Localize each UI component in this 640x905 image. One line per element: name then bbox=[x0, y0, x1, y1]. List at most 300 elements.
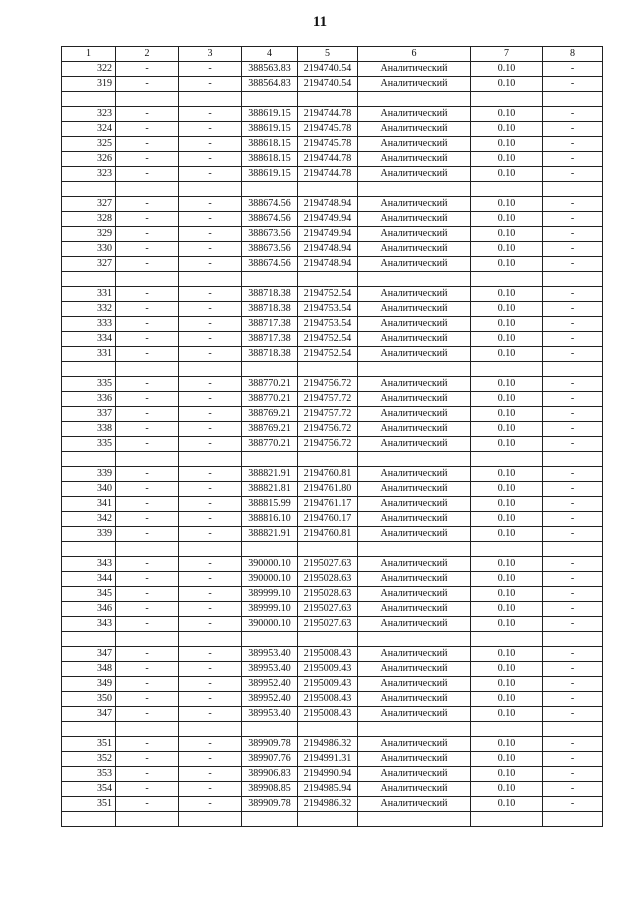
empty-cell bbox=[471, 452, 543, 467]
table-row bbox=[62, 617, 603, 632]
table-cell-col-4: 388619.15 bbox=[242, 167, 298, 182]
table-cell-col-2: - bbox=[116, 467, 179, 482]
empty-cell bbox=[358, 632, 471, 647]
table-cell-col-7: 0.10 bbox=[471, 467, 543, 482]
table-cell-col-6: Аналитический bbox=[358, 392, 471, 407]
table-cell-col-2: - bbox=[116, 527, 179, 542]
table-cell-col-7: 0.10 bbox=[471, 647, 543, 662]
empty-cell bbox=[298, 362, 358, 377]
empty-cell bbox=[116, 272, 179, 287]
table-cell-col-8: - bbox=[543, 512, 603, 527]
table-cell-col-8: - bbox=[543, 212, 603, 227]
table-cell-col-3: - bbox=[179, 707, 242, 722]
table-cell-col-5: 2195027.63 bbox=[298, 602, 358, 617]
table-cell-col-7: 0.10 bbox=[471, 317, 543, 332]
empty-cell bbox=[543, 812, 603, 827]
table-cell-col-1: 329 bbox=[62, 227, 116, 242]
table-cell-col-1: 351 bbox=[62, 737, 116, 752]
table-cell-col-5: 2194752.54 bbox=[298, 332, 358, 347]
table-cell-col-4: 388618.15 bbox=[242, 137, 298, 152]
table-cell-col-3: - bbox=[179, 257, 242, 272]
column-header: 4 bbox=[242, 47, 298, 62]
table-cell-col-5: 2194752.54 bbox=[298, 347, 358, 362]
table-cell-col-5: 2194744.78 bbox=[298, 107, 358, 122]
empty-cell bbox=[116, 92, 179, 107]
table-cell-col-4: 389907.76 bbox=[242, 752, 298, 767]
empty-cell bbox=[62, 452, 116, 467]
table-cell-col-6: Аналитический bbox=[358, 662, 471, 677]
empty-cell bbox=[471, 722, 543, 737]
table-cell-col-8: - bbox=[543, 257, 603, 272]
table-cell-col-4: 388769.21 bbox=[242, 407, 298, 422]
coordinates-table bbox=[61, 46, 603, 827]
table-cell-col-3: - bbox=[179, 302, 242, 317]
table-cell-col-1: 347 bbox=[62, 707, 116, 722]
table-cell-col-4: 388618.15 bbox=[242, 152, 298, 167]
table-cell-col-1: 353 bbox=[62, 767, 116, 782]
table-cell-col-3: - bbox=[179, 377, 242, 392]
table-cell-col-4: 388564.83 bbox=[242, 77, 298, 92]
table-cell-col-3: - bbox=[179, 482, 242, 497]
table-cell-col-6: Аналитический bbox=[358, 482, 471, 497]
table-cell-col-5: 2194748.94 bbox=[298, 242, 358, 257]
table-cell-col-5: 2195028.63 bbox=[298, 572, 358, 587]
table-cell-col-3: - bbox=[179, 767, 242, 782]
table-cell-col-2: - bbox=[116, 332, 179, 347]
column-header: 2 bbox=[116, 47, 179, 62]
table-cell-col-8: - bbox=[543, 707, 603, 722]
separator-row bbox=[62, 542, 603, 557]
table-cell-col-6: Аналитический bbox=[358, 752, 471, 767]
table-cell-col-8: - bbox=[543, 437, 603, 452]
empty-cell bbox=[471, 632, 543, 647]
table-cell-col-5: 2194761.80 bbox=[298, 482, 358, 497]
empty-cell bbox=[116, 812, 179, 827]
empty-cell bbox=[62, 722, 116, 737]
table-cell-col-6: Аналитический bbox=[358, 797, 471, 812]
table-cell-col-4: 389952.40 bbox=[242, 692, 298, 707]
table-cell-col-7: 0.10 bbox=[471, 617, 543, 632]
empty-cell bbox=[179, 632, 242, 647]
table-cell-col-3: - bbox=[179, 242, 242, 257]
table-row bbox=[62, 332, 603, 347]
empty-cell bbox=[358, 92, 471, 107]
table-row bbox=[62, 797, 603, 812]
table-cell-col-5: 2195008.43 bbox=[298, 692, 358, 707]
table-cell-col-1: 351 bbox=[62, 797, 116, 812]
table-row bbox=[62, 167, 603, 182]
table-cell-col-5: 2194760.81 bbox=[298, 527, 358, 542]
table-cell-col-7: 0.10 bbox=[471, 377, 543, 392]
table-cell-col-8: - bbox=[543, 497, 603, 512]
table-cell-col-7: 0.10 bbox=[471, 572, 543, 587]
table-cell-col-3: - bbox=[179, 527, 242, 542]
table-cell-col-4: 388619.15 bbox=[242, 107, 298, 122]
table-cell-col-3: - bbox=[179, 287, 242, 302]
table-cell-col-2: - bbox=[116, 257, 179, 272]
empty-cell bbox=[298, 182, 358, 197]
table-cell-col-3: - bbox=[179, 602, 242, 617]
table-cell-col-6: Аналитический bbox=[358, 527, 471, 542]
table-cell-col-2: - bbox=[116, 662, 179, 677]
table-cell-col-1: 326 bbox=[62, 152, 116, 167]
table-cell-col-6: Аналитический bbox=[358, 227, 471, 242]
table-cell-col-3: - bbox=[179, 392, 242, 407]
table-cell-col-7: 0.10 bbox=[471, 662, 543, 677]
table-cell-col-1: 338 bbox=[62, 422, 116, 437]
table-cell-col-6: Аналитический bbox=[358, 407, 471, 422]
table-cell-col-8: - bbox=[543, 227, 603, 242]
table-cell-col-8: - bbox=[543, 527, 603, 542]
table-cell-col-4: 388674.56 bbox=[242, 197, 298, 212]
separator-row bbox=[62, 272, 603, 287]
table-cell-col-6: Аналитический bbox=[358, 137, 471, 152]
table-cell-col-1: 352 bbox=[62, 752, 116, 767]
table-cell-col-3: - bbox=[179, 317, 242, 332]
table-cell-col-7: 0.10 bbox=[471, 137, 543, 152]
table-cell-col-5: 2194745.78 bbox=[298, 137, 358, 152]
empty-cell bbox=[179, 452, 242, 467]
table-cell-col-1: 330 bbox=[62, 242, 116, 257]
empty-cell bbox=[179, 542, 242, 557]
table-cell-col-7: 0.10 bbox=[471, 437, 543, 452]
table-cell-col-4: 388770.21 bbox=[242, 377, 298, 392]
table-row bbox=[62, 62, 603, 77]
table-cell-col-5: 2194748.94 bbox=[298, 257, 358, 272]
table-cell-col-1: 332 bbox=[62, 302, 116, 317]
table-row bbox=[62, 317, 603, 332]
table-cell-col-4: 388619.15 bbox=[242, 122, 298, 137]
table-cell-col-6: Аналитический bbox=[358, 152, 471, 167]
table-cell-col-7: 0.10 bbox=[471, 557, 543, 572]
table-cell-col-4: 388769.21 bbox=[242, 422, 298, 437]
empty-cell bbox=[471, 812, 543, 827]
table-cell-col-7: 0.10 bbox=[471, 152, 543, 167]
table-row bbox=[62, 467, 603, 482]
empty-cell bbox=[358, 272, 471, 287]
table-cell-col-3: - bbox=[179, 227, 242, 242]
table-cell-col-3: - bbox=[179, 617, 242, 632]
table-cell-col-4: 389909.78 bbox=[242, 737, 298, 752]
table-cell-col-1: 354 bbox=[62, 782, 116, 797]
table-cell-col-6: Аналитический bbox=[358, 257, 471, 272]
table-cell-col-2: - bbox=[116, 347, 179, 362]
table-cell-col-6: Аналитический bbox=[358, 167, 471, 182]
table-cell-col-5: 2194757.72 bbox=[298, 392, 358, 407]
table-cell-col-8: - bbox=[543, 317, 603, 332]
table-cell-col-1: 345 bbox=[62, 587, 116, 602]
table-cell-col-3: - bbox=[179, 137, 242, 152]
table-cell-col-4: 389953.40 bbox=[242, 662, 298, 677]
table-cell-col-8: - bbox=[543, 167, 603, 182]
table-cell-col-8: - bbox=[543, 62, 603, 77]
table-cell-col-2: - bbox=[116, 242, 179, 257]
table-row bbox=[62, 302, 603, 317]
table-cell-col-2: - bbox=[116, 407, 179, 422]
table-cell-col-1: 319 bbox=[62, 77, 116, 92]
empty-cell bbox=[358, 452, 471, 467]
table-cell-col-6: Аналитический bbox=[358, 197, 471, 212]
table-body bbox=[62, 62, 603, 827]
table-cell-col-5: 2195027.63 bbox=[298, 557, 358, 572]
separator-row bbox=[62, 452, 603, 467]
table-cell-col-3: - bbox=[179, 437, 242, 452]
table-cell-col-2: - bbox=[116, 422, 179, 437]
table-cell-col-6: Аналитический bbox=[358, 767, 471, 782]
table-cell-col-8: - bbox=[543, 767, 603, 782]
table-cell-col-8: - bbox=[543, 617, 603, 632]
empty-cell bbox=[471, 272, 543, 287]
table-cell-col-7: 0.10 bbox=[471, 257, 543, 272]
table-cell-col-7: 0.10 bbox=[471, 422, 543, 437]
table-cell-col-4: 389999.10 bbox=[242, 602, 298, 617]
table-row bbox=[62, 227, 603, 242]
table-cell-col-5: 2194756.72 bbox=[298, 437, 358, 452]
empty-cell bbox=[242, 272, 298, 287]
table-cell-col-1: 331 bbox=[62, 287, 116, 302]
table-cell-col-7: 0.10 bbox=[471, 602, 543, 617]
table-cell-col-4: 389906.83 bbox=[242, 767, 298, 782]
table-cell-col-2: - bbox=[116, 677, 179, 692]
table-cell-col-1: 323 bbox=[62, 167, 116, 182]
table-cell-col-1: 335 bbox=[62, 377, 116, 392]
column-header: 3 bbox=[179, 47, 242, 62]
table-cell-col-2: - bbox=[116, 437, 179, 452]
table-cell-col-1: 348 bbox=[62, 662, 116, 677]
table-cell-col-2: - bbox=[116, 602, 179, 617]
empty-cell bbox=[179, 182, 242, 197]
empty-cell bbox=[62, 92, 116, 107]
empty-cell bbox=[116, 542, 179, 557]
table-cell-col-7: 0.10 bbox=[471, 197, 543, 212]
table-row bbox=[62, 662, 603, 677]
table-cell-col-6: Аналитический bbox=[358, 587, 471, 602]
table-row bbox=[62, 752, 603, 767]
table-cell-col-5: 2194986.32 bbox=[298, 797, 358, 812]
table-cell-col-1: 350 bbox=[62, 692, 116, 707]
table-cell-col-1: 343 bbox=[62, 557, 116, 572]
header-row bbox=[62, 47, 603, 62]
table-cell-col-3: - bbox=[179, 647, 242, 662]
table-cell-col-7: 0.10 bbox=[471, 392, 543, 407]
table-cell-col-4: 388770.21 bbox=[242, 392, 298, 407]
table-cell-col-7: 0.10 bbox=[471, 707, 543, 722]
table-cell-col-8: - bbox=[543, 797, 603, 812]
table-cell-col-6: Аналитический bbox=[358, 62, 471, 77]
empty-cell bbox=[543, 92, 603, 107]
table-cell-col-6: Аналитический bbox=[358, 347, 471, 362]
table-cell-col-4: 390000.10 bbox=[242, 572, 298, 587]
table-cell-col-4: 388821.81 bbox=[242, 482, 298, 497]
empty-cell bbox=[242, 182, 298, 197]
table-cell-col-8: - bbox=[543, 242, 603, 257]
table-cell-col-4: 388718.38 bbox=[242, 287, 298, 302]
table-row bbox=[62, 242, 603, 257]
empty-cell bbox=[358, 722, 471, 737]
table-cell-col-1: 323 bbox=[62, 107, 116, 122]
table-cell-col-3: - bbox=[179, 167, 242, 182]
table-cell-col-6: Аналитический bbox=[358, 617, 471, 632]
table-cell-col-8: - bbox=[543, 287, 603, 302]
table-row bbox=[62, 257, 603, 272]
table-cell-col-3: - bbox=[179, 752, 242, 767]
empty-cell bbox=[543, 452, 603, 467]
table-cell-col-2: - bbox=[116, 692, 179, 707]
table-cell-col-7: 0.10 bbox=[471, 527, 543, 542]
table-cell-col-6: Аналитический bbox=[358, 782, 471, 797]
table-cell-col-4: 390000.10 bbox=[242, 557, 298, 572]
empty-cell bbox=[116, 182, 179, 197]
table-cell-col-5: 2194745.78 bbox=[298, 122, 358, 137]
table-cell-col-8: - bbox=[543, 782, 603, 797]
table-cell-col-6: Аналитический bbox=[358, 692, 471, 707]
table-cell-col-4: 389909.78 bbox=[242, 797, 298, 812]
table-cell-col-6: Аналитический bbox=[358, 332, 471, 347]
empty-cell bbox=[242, 542, 298, 557]
table-cell-col-6: Аналитический bbox=[358, 422, 471, 437]
table-cell-col-5: 2195027.63 bbox=[298, 617, 358, 632]
table-row bbox=[62, 527, 603, 542]
table-cell-col-3: - bbox=[179, 677, 242, 692]
table-cell-col-6: Аналитический bbox=[358, 212, 471, 227]
table-cell-col-4: 390000.10 bbox=[242, 617, 298, 632]
table-cell-col-8: - bbox=[543, 647, 603, 662]
table-cell-col-2: - bbox=[116, 497, 179, 512]
table-row bbox=[62, 677, 603, 692]
table-cell-col-3: - bbox=[179, 212, 242, 227]
table-cell-col-7: 0.10 bbox=[471, 347, 543, 362]
table-cell-col-3: - bbox=[179, 197, 242, 212]
table-row bbox=[62, 482, 603, 497]
table-row bbox=[62, 512, 603, 527]
empty-cell bbox=[242, 632, 298, 647]
table-cell-col-6: Аналитический bbox=[358, 677, 471, 692]
empty-cell bbox=[242, 92, 298, 107]
table-cell-col-1: 328 bbox=[62, 212, 116, 227]
empty-cell bbox=[62, 182, 116, 197]
table-cell-col-1: 335 bbox=[62, 437, 116, 452]
table-row bbox=[62, 137, 603, 152]
empty-cell bbox=[179, 812, 242, 827]
table-cell-col-6: Аналитический bbox=[358, 242, 471, 257]
table-cell-col-7: 0.10 bbox=[471, 332, 543, 347]
table-cell-col-1: 337 bbox=[62, 407, 116, 422]
column-header: 8 bbox=[543, 47, 603, 62]
table-cell-col-4: 388770.21 bbox=[242, 437, 298, 452]
table-row bbox=[62, 152, 603, 167]
empty-cell bbox=[471, 362, 543, 377]
table-cell-col-5: 2194760.81 bbox=[298, 467, 358, 482]
table-row bbox=[62, 767, 603, 782]
table-row bbox=[62, 782, 603, 797]
table-cell-col-8: - bbox=[543, 752, 603, 767]
table-cell-col-6: Аналитический bbox=[358, 77, 471, 92]
table-cell-col-1: 349 bbox=[62, 677, 116, 692]
table-cell-col-3: - bbox=[179, 512, 242, 527]
separator-row bbox=[62, 812, 603, 827]
table-cell-col-6: Аналитический bbox=[358, 557, 471, 572]
table-cell-col-8: - bbox=[543, 77, 603, 92]
table-cell-col-7: 0.10 bbox=[471, 482, 543, 497]
table-cell-col-6: Аналитический bbox=[358, 437, 471, 452]
table-cell-col-8: - bbox=[543, 572, 603, 587]
empty-cell bbox=[298, 452, 358, 467]
table-cell-col-4: 388821.91 bbox=[242, 467, 298, 482]
table-cell-col-8: - bbox=[543, 137, 603, 152]
table-cell-col-1: 340 bbox=[62, 482, 116, 497]
table-cell-col-8: - bbox=[543, 347, 603, 362]
table-cell-col-4: 389952.40 bbox=[242, 677, 298, 692]
table-cell-col-2: - bbox=[116, 767, 179, 782]
table-cell-col-6: Аналитический bbox=[358, 317, 471, 332]
empty-cell bbox=[298, 272, 358, 287]
table-cell-col-5: 2194749.94 bbox=[298, 212, 358, 227]
table-cell-col-7: 0.10 bbox=[471, 212, 543, 227]
table-cell-col-1: 327 bbox=[62, 197, 116, 212]
table-cell-col-3: - bbox=[179, 497, 242, 512]
table-cell-col-2: - bbox=[116, 152, 179, 167]
table-cell-col-4: 388821.91 bbox=[242, 527, 298, 542]
table-row bbox=[62, 212, 603, 227]
table-cell-col-1: 322 bbox=[62, 62, 116, 77]
table-cell-col-4: 389999.10 bbox=[242, 587, 298, 602]
empty-cell bbox=[298, 92, 358, 107]
table-cell-col-3: - bbox=[179, 62, 242, 77]
table-cell-col-8: - bbox=[543, 467, 603, 482]
table-row bbox=[62, 602, 603, 617]
table-cell-col-5: 2194748.94 bbox=[298, 197, 358, 212]
table-cell-col-4: 388673.56 bbox=[242, 242, 298, 257]
table-row bbox=[62, 437, 603, 452]
table-cell-col-2: - bbox=[116, 227, 179, 242]
table-cell-col-7: 0.10 bbox=[471, 242, 543, 257]
table-cell-col-7: 0.10 bbox=[471, 692, 543, 707]
empty-cell bbox=[62, 362, 116, 377]
table-row bbox=[62, 287, 603, 302]
empty-cell bbox=[179, 362, 242, 377]
table-cell-col-4: 388717.38 bbox=[242, 317, 298, 332]
table-cell-col-7: 0.10 bbox=[471, 107, 543, 122]
table-cell-col-3: - bbox=[179, 692, 242, 707]
table-cell-col-8: - bbox=[543, 677, 603, 692]
table-cell-col-8: - bbox=[543, 422, 603, 437]
table-cell-col-5: 2194749.94 bbox=[298, 227, 358, 242]
table-cell-col-8: - bbox=[543, 482, 603, 497]
table-cell-col-2: - bbox=[116, 587, 179, 602]
table-cell-col-2: - bbox=[116, 77, 179, 92]
table-cell-col-3: - bbox=[179, 467, 242, 482]
table-cell-col-1: 339 bbox=[62, 527, 116, 542]
table-cell-col-5: 2194740.54 bbox=[298, 77, 358, 92]
empty-cell bbox=[471, 182, 543, 197]
table-cell-col-3: - bbox=[179, 347, 242, 362]
table-row bbox=[62, 77, 603, 92]
table-row bbox=[62, 707, 603, 722]
table-row bbox=[62, 122, 603, 137]
table-cell-col-7: 0.10 bbox=[471, 587, 543, 602]
table-cell-col-7: 0.10 bbox=[471, 752, 543, 767]
table-cell-col-5: 2195008.43 bbox=[298, 647, 358, 662]
table-row bbox=[62, 392, 603, 407]
empty-cell bbox=[543, 722, 603, 737]
empty-cell bbox=[116, 362, 179, 377]
table-cell-col-4: 388718.38 bbox=[242, 302, 298, 317]
table-cell-col-7: 0.10 bbox=[471, 77, 543, 92]
table-cell-col-5: 2194756.72 bbox=[298, 377, 358, 392]
separator-row bbox=[62, 182, 603, 197]
empty-cell bbox=[358, 362, 471, 377]
table-cell-col-5: 2194990.94 bbox=[298, 767, 358, 782]
